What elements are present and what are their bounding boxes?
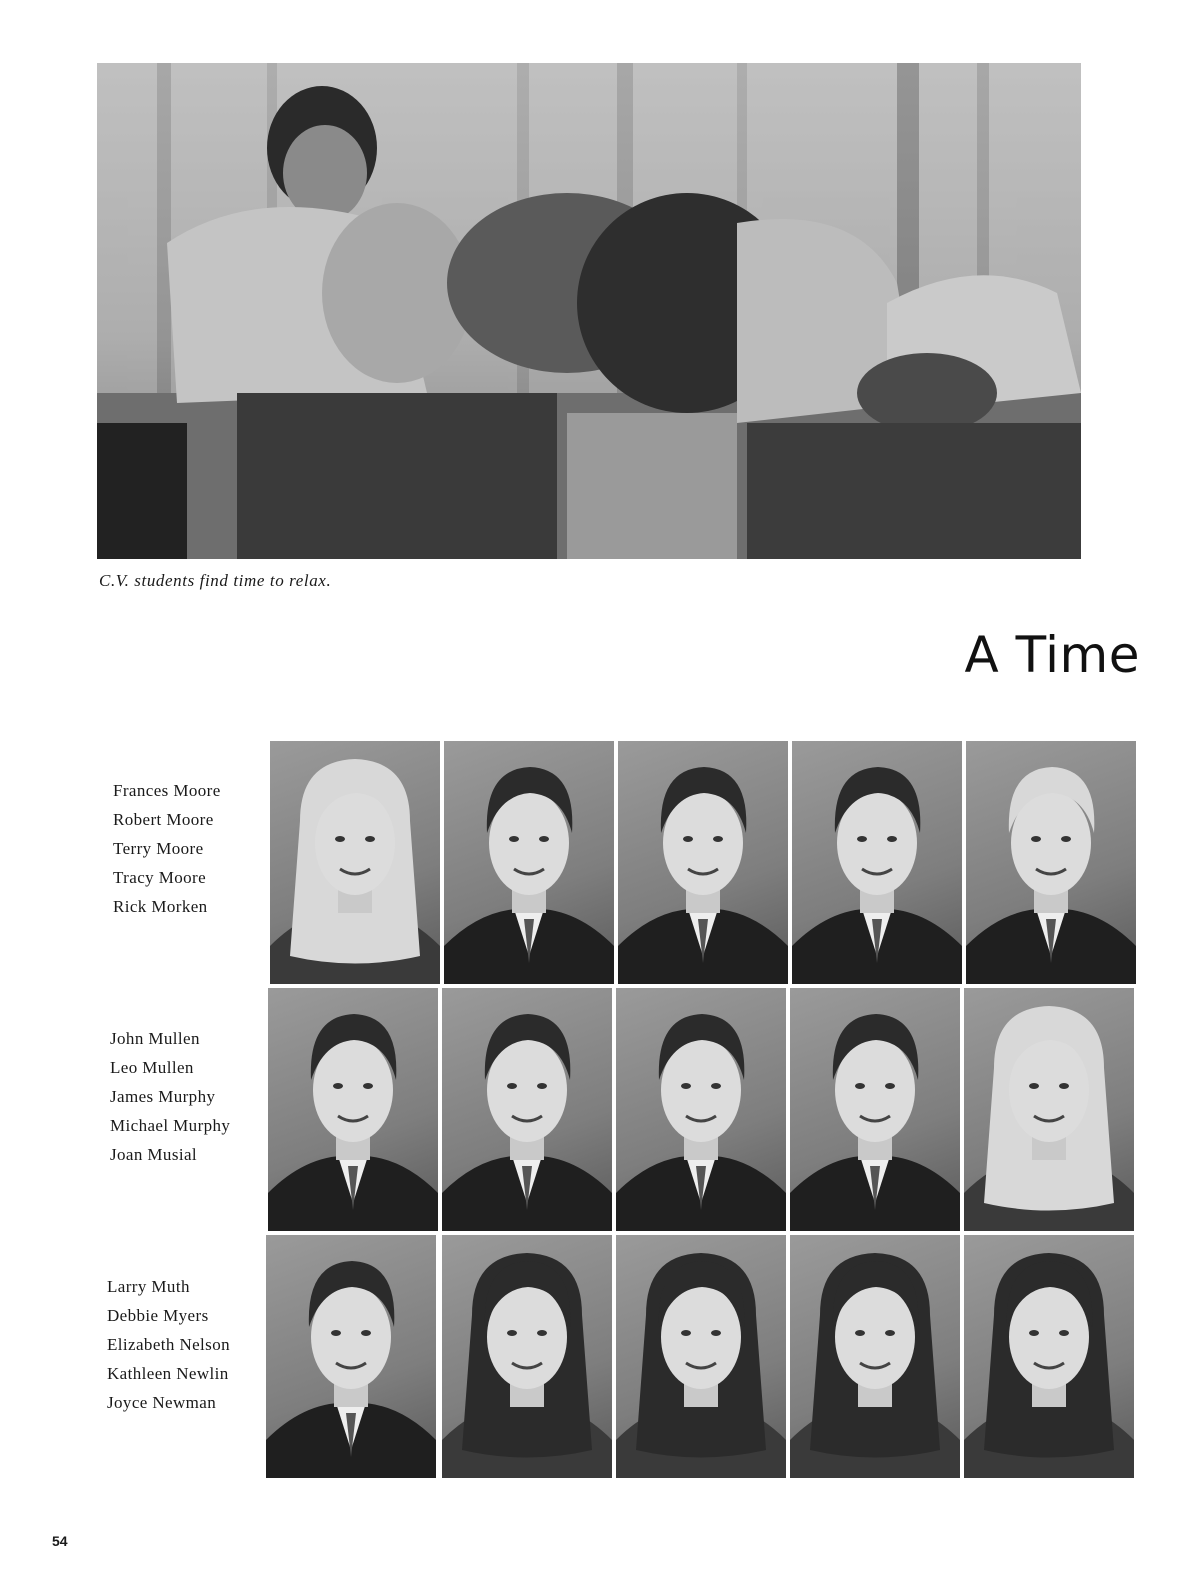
students-relaxing-image [97,63,1081,559]
student-portrait [618,741,788,984]
student-name: Larry Muth [107,1277,190,1296]
portrait-image [616,988,786,1231]
photo-caption: C.V. students find time to relax. [99,571,332,590]
student-portrait [442,988,612,1231]
student-portrait [790,1235,960,1478]
portrait-image [964,1235,1134,1478]
page-number: 54 [52,1533,68,1549]
student-portrait [790,988,960,1231]
student-name: Robert Moore [113,810,214,829]
portrait-image [966,741,1136,984]
student-name: Terry Moore [113,839,204,858]
portrait-image [270,741,440,984]
portrait-image [618,741,788,984]
student-name: Tracy Moore [113,868,207,887]
student-portrait [444,741,614,984]
portrait-image [442,988,612,1231]
student-name: James Murphy [110,1087,216,1106]
student-portrait [966,741,1136,984]
portrait-image [790,988,960,1231]
student-portrait [964,988,1134,1231]
student-name: Debbie Myers [107,1306,209,1325]
student-name: Leo Mullen [110,1058,194,1077]
student-portrait [616,1235,786,1478]
student-name: Joyce Newman [107,1393,217,1412]
portrait-image [792,741,962,984]
portrait-image [444,741,614,984]
portrait-image [964,988,1134,1231]
student-portrait [616,988,786,1231]
portrait-image [268,988,438,1231]
section-title: A Time [964,626,1140,684]
name-list-row-1 [113,776,221,921]
portrait-image [790,1235,960,1478]
student-portrait [266,1235,436,1478]
student-name: Joan Musial [110,1145,198,1164]
student-portrait [964,1235,1134,1478]
name-list-row-3 [107,1272,230,1417]
portrait-image [266,1235,436,1478]
student-portrait [442,1235,612,1478]
student-name: John Mullen [110,1029,200,1048]
portrait-image [442,1235,612,1478]
student-name: Frances Moore [113,781,221,800]
student-portrait [270,741,440,984]
student-name: Kathleen Newlin [107,1364,229,1383]
student-portrait [792,741,962,984]
portrait-image [616,1235,786,1478]
name-list-row-2 [110,1024,230,1169]
student-name: Elizabeth Nelson [107,1335,231,1354]
student-name: Michael Murphy [110,1116,231,1135]
student-name: Rick Morken [113,897,208,916]
group-photo [97,63,1081,559]
student-portrait [268,988,438,1231]
